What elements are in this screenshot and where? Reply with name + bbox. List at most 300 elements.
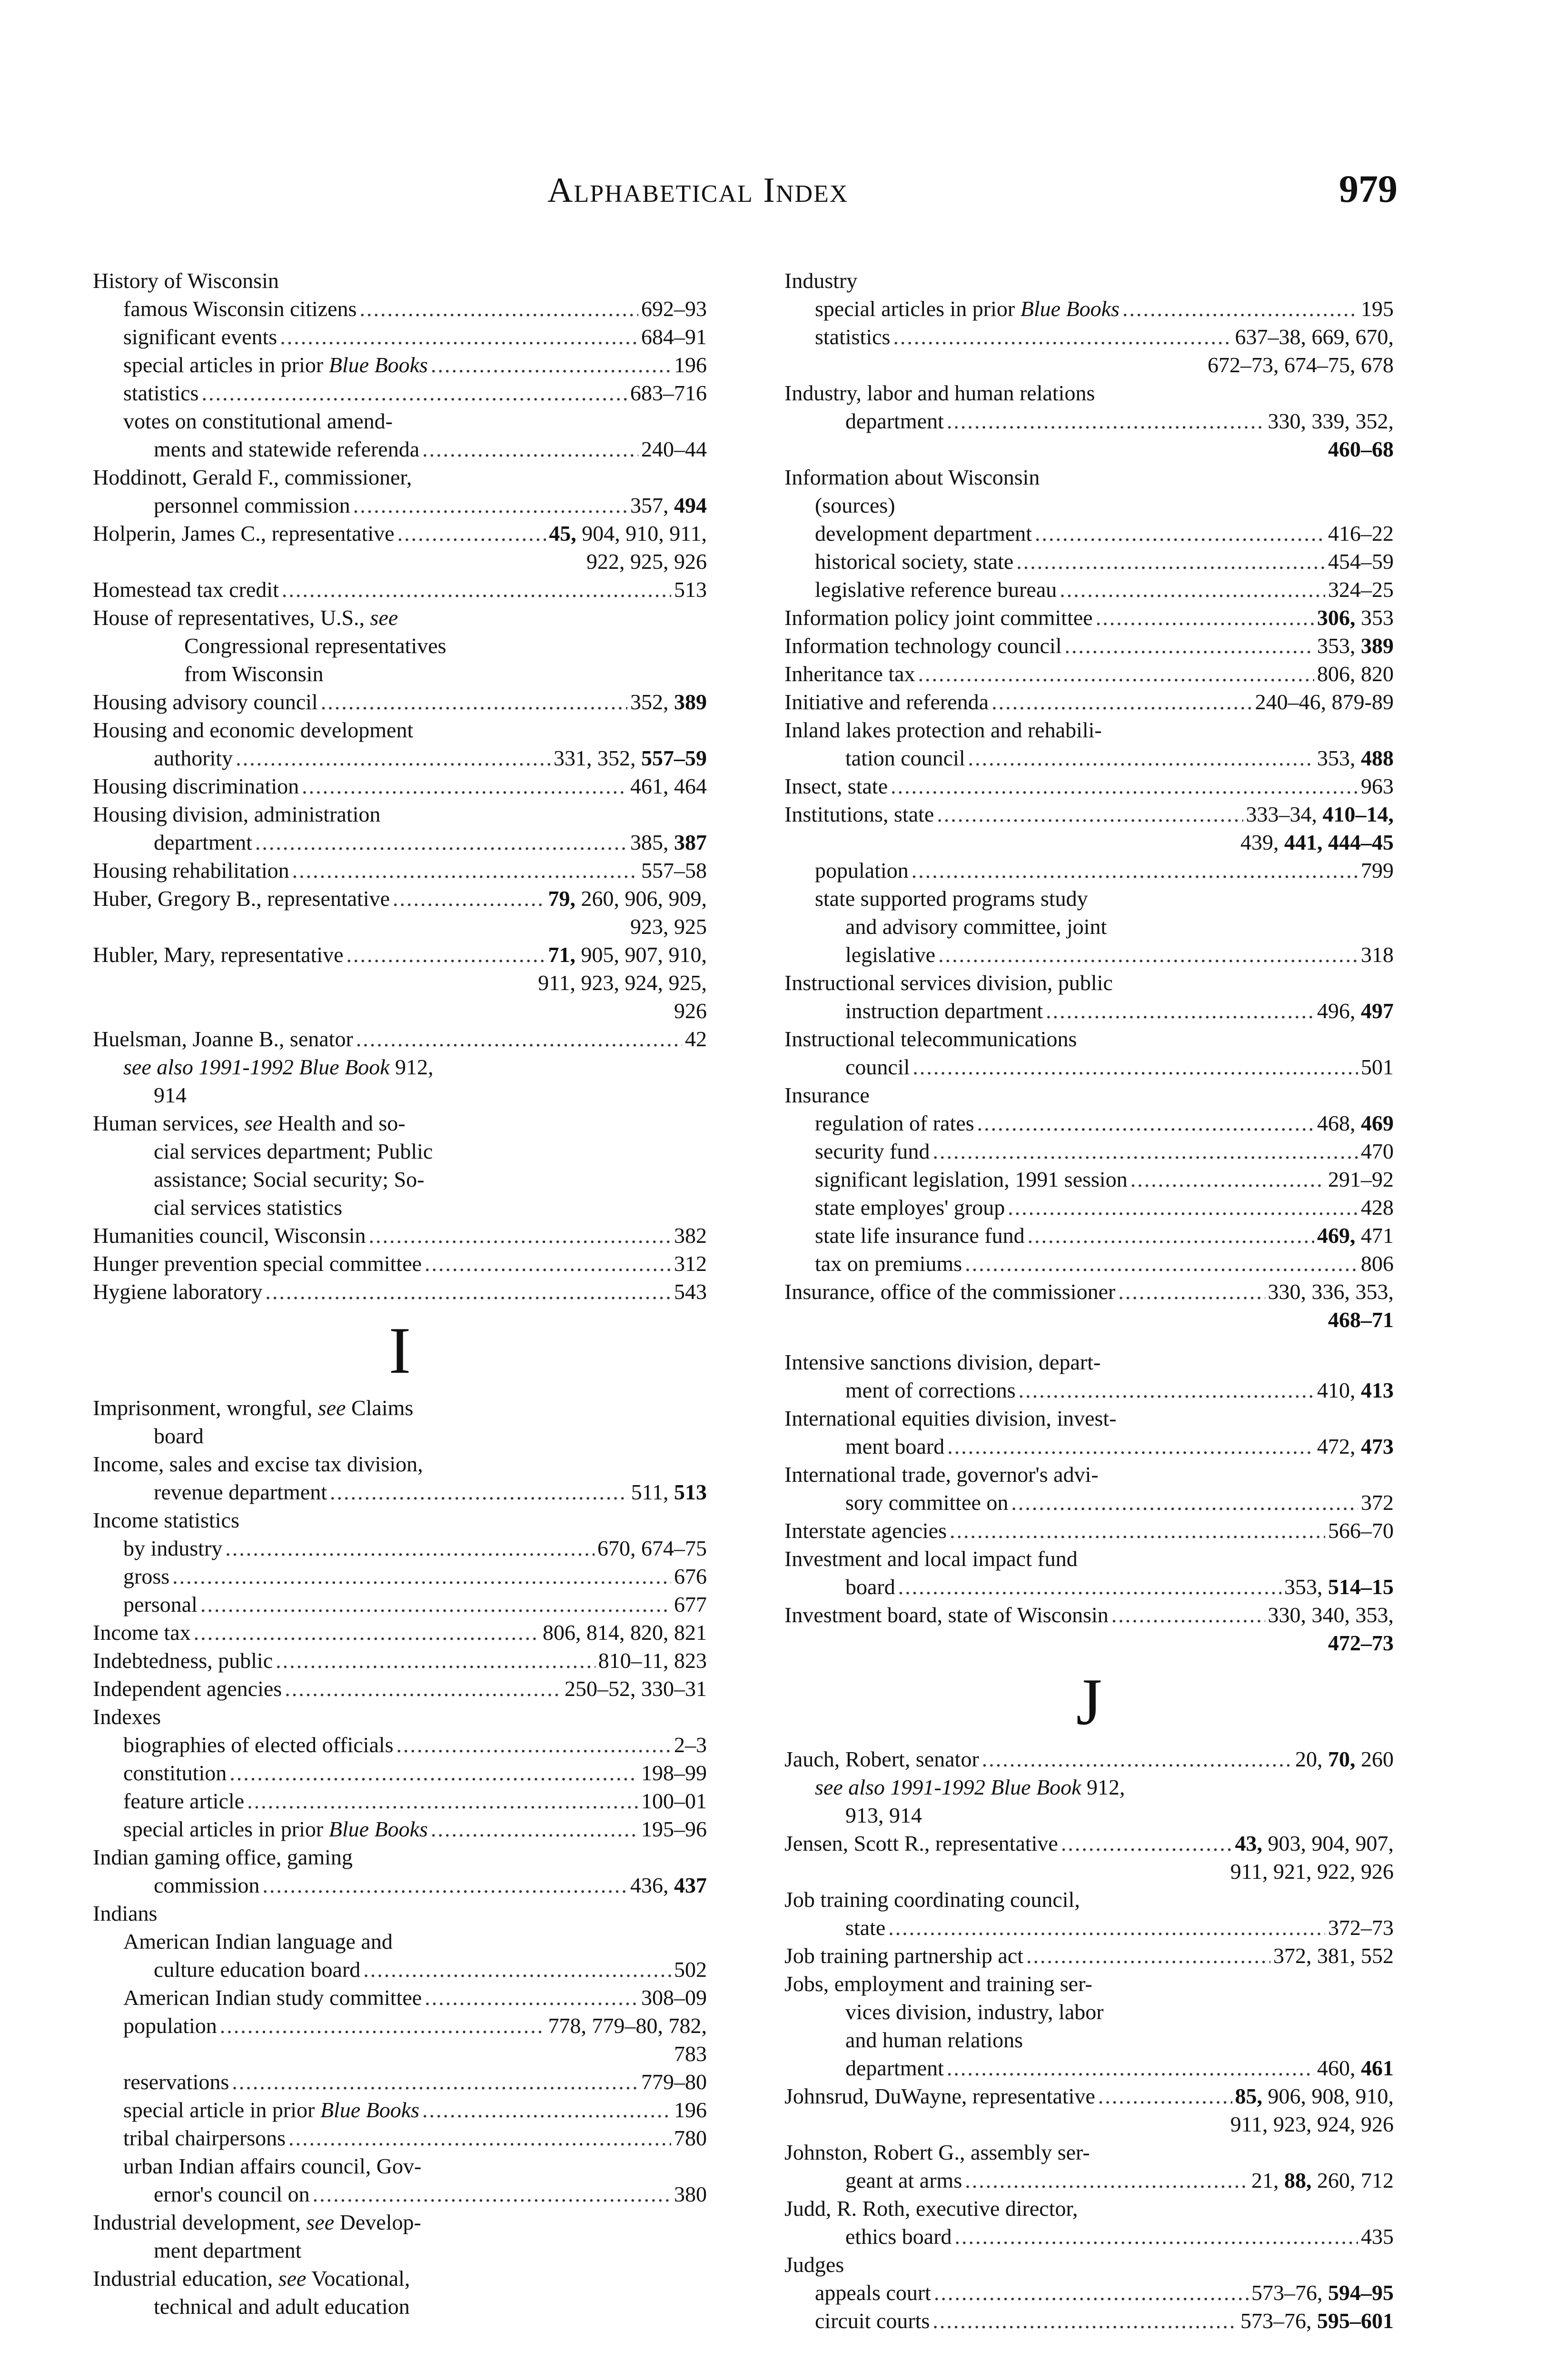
index-text: and human relations bbox=[845, 2028, 1023, 2052]
index-label: Inheritance tax bbox=[784, 662, 915, 686]
index-label: Information technology council bbox=[784, 634, 1062, 658]
index-entry bbox=[93, 1422, 707, 1450]
index-entry bbox=[93, 1731, 707, 1759]
index-text: Imprisonment, wrongful, see Claims bbox=[93, 1396, 414, 1420]
page-refs: 670, 674–75 bbox=[597, 1536, 707, 1560]
index-entry bbox=[93, 2152, 707, 2180]
index-label: constitution bbox=[123, 1761, 227, 1785]
index-entry bbox=[784, 912, 1394, 941]
dot-leader bbox=[937, 800, 1243, 828]
dot-leader bbox=[991, 688, 1252, 716]
index-entry bbox=[784, 632, 1394, 660]
index-text: board bbox=[154, 1424, 204, 1448]
page-refs: 684–91 bbox=[641, 325, 707, 349]
page-refs: 566–70 bbox=[1328, 1518, 1394, 1543]
index-entry bbox=[93, 1927, 707, 1955]
index-entry bbox=[784, 547, 1394, 575]
page-refs: 806, 814, 820, 821 bbox=[543, 1620, 707, 1645]
page-refs: 436, 437 bbox=[630, 1873, 707, 1897]
index-entry bbox=[784, 1348, 1394, 1376]
page-refs: 780 bbox=[674, 2126, 707, 2150]
index-text: International equities division, invest- bbox=[784, 1406, 1117, 1430]
index-text: ment department bbox=[154, 2238, 302, 2262]
dot-leader bbox=[888, 1914, 1325, 1942]
index-label: tation council bbox=[845, 746, 965, 770]
index-text: Hoddinott, Gerald F., commissioner, bbox=[93, 465, 412, 489]
index-text: Information about Wisconsin bbox=[784, 465, 1040, 489]
index-entry bbox=[93, 1787, 707, 1815]
index-text: Indexes bbox=[93, 1705, 161, 1729]
index-entry bbox=[93, 1899, 707, 1927]
index-entry bbox=[93, 1081, 707, 1109]
index-entry bbox=[93, 1562, 707, 1590]
page-refs: 513 bbox=[674, 577, 707, 602]
index-entry bbox=[784, 2082, 1394, 2138]
index-entry bbox=[784, 2166, 1394, 2194]
index-entry bbox=[93, 716, 707, 744]
index-text: Congressional representatives bbox=[184, 634, 446, 658]
index-label: Income tax bbox=[93, 1620, 191, 1645]
index-entry bbox=[784, 1573, 1394, 1601]
index-entry bbox=[784, 267, 1394, 295]
page-refs: 352, 389 bbox=[630, 690, 707, 714]
page-refs-continued: 468–71 bbox=[1328, 1308, 1394, 1332]
index-text: Housing and economic development bbox=[93, 718, 414, 742]
index-entry bbox=[93, 1193, 707, 1221]
dot-leader bbox=[232, 2068, 638, 2096]
index-entry bbox=[784, 1278, 1394, 1334]
index-entry bbox=[784, 1801, 1394, 1829]
page-refs: 20, 70, 260 bbox=[1295, 1747, 1394, 1771]
dot-leader bbox=[262, 1871, 627, 1899]
page-refs: 353, 488 bbox=[1317, 746, 1394, 770]
page-refs: 331, 352, 557–59 bbox=[554, 746, 707, 770]
dot-leader bbox=[276, 1646, 595, 1675]
index-entry bbox=[93, 1871, 707, 1899]
dot-leader bbox=[982, 1745, 1292, 1773]
dot-leader bbox=[280, 323, 638, 351]
index-label: circuit courts bbox=[815, 2309, 930, 2333]
index-label: geant at arms bbox=[845, 2168, 962, 2192]
index-label: Information policy joint committee bbox=[784, 605, 1093, 630]
index-label: by industry bbox=[123, 1536, 223, 1560]
index-entry bbox=[93, 941, 707, 1025]
dot-leader bbox=[934, 2279, 1249, 2307]
index-label: reservations bbox=[123, 2070, 229, 2094]
index-entry bbox=[784, 2251, 1394, 2279]
index-entry bbox=[93, 1843, 707, 1871]
page-refs: 683–716 bbox=[630, 381, 707, 405]
index-text: Indians bbox=[93, 1901, 158, 1925]
dot-leader bbox=[422, 435, 638, 463]
page-refs: 353, 514–15 bbox=[1284, 1575, 1394, 1599]
index-entry bbox=[93, 2208, 707, 2236]
section-letter: I bbox=[388, 1314, 411, 1388]
index-text: see also 1991-1992 Blue Book 912, bbox=[815, 1775, 1125, 1799]
index-entry bbox=[93, 2124, 707, 2152]
page-refs: 511, 513 bbox=[631, 1480, 707, 1504]
index-entry bbox=[93, 295, 707, 323]
page-refs: 42 bbox=[685, 1027, 707, 1051]
dot-leader bbox=[201, 379, 627, 407]
index-entry bbox=[784, 1376, 1394, 1404]
index-label: ments and statewide referenda bbox=[154, 437, 420, 461]
page-refs: 468, 469 bbox=[1317, 1111, 1394, 1135]
dot-leader bbox=[1065, 632, 1314, 660]
page-refs: 308–09 bbox=[641, 1985, 707, 2010]
index-label: gross bbox=[123, 1564, 170, 1588]
page-refs: 410, 413 bbox=[1317, 1378, 1394, 1402]
index-label: legislative bbox=[845, 942, 936, 967]
index-entry bbox=[93, 379, 707, 407]
index-label: Interstate agencies bbox=[784, 1518, 947, 1543]
page-refs: 806, 820 bbox=[1317, 662, 1394, 686]
index-text: Housing division, administration bbox=[93, 802, 381, 826]
index-entry bbox=[93, 463, 707, 491]
page-refs: 324–25 bbox=[1328, 577, 1394, 602]
index-entry bbox=[784, 716, 1394, 744]
index-label: tax on premiums bbox=[815, 1251, 962, 1276]
index-text: Industry, labor and human relations bbox=[784, 381, 1095, 405]
index-entry bbox=[784, 379, 1394, 407]
dot-leader bbox=[965, 1250, 1358, 1278]
page-refs: 312 bbox=[674, 1251, 707, 1276]
index-entry bbox=[93, 1137, 707, 1165]
index-entry bbox=[784, 1942, 1394, 1970]
dot-leader bbox=[359, 295, 638, 323]
index-entry bbox=[93, 632, 707, 660]
dot-leader bbox=[330, 1478, 628, 1506]
index-text: Intensive sanctions division, depart- bbox=[784, 1350, 1101, 1374]
index-entry bbox=[784, 1517, 1394, 1545]
index-text: Investment and local impact fund bbox=[784, 1547, 1078, 1571]
page-refs: 385, 387 bbox=[630, 830, 707, 854]
index-label: state bbox=[845, 1915, 886, 1940]
index-text: see also 1991-1992 Blue Book 912, bbox=[123, 1055, 434, 1079]
dot-leader bbox=[369, 1221, 672, 1250]
dot-leader bbox=[1061, 1829, 1232, 1857]
dot-leader bbox=[422, 2096, 671, 2124]
index-entry bbox=[784, 1109, 1394, 1137]
index-label: legislative reference bureau bbox=[815, 577, 1057, 602]
index-entry bbox=[784, 2026, 1394, 2054]
index-entry bbox=[784, 884, 1394, 912]
index-text: Inland lakes protection and rehabili- bbox=[784, 718, 1102, 742]
index-entry bbox=[93, 1278, 707, 1306]
index-column-right bbox=[784, 267, 1394, 2335]
dot-leader bbox=[977, 1109, 1314, 1137]
index-text: cial services statistics bbox=[154, 1195, 342, 1220]
index-text: Income statistics bbox=[93, 1508, 239, 1532]
page-refs: 472, 473 bbox=[1317, 1434, 1394, 1458]
index-label: personal bbox=[123, 1592, 198, 1616]
dot-leader bbox=[236, 744, 551, 772]
page-refs: 333–34, 410–14, bbox=[1246, 802, 1394, 826]
index-entry bbox=[784, 1745, 1394, 1773]
index-entry bbox=[93, 2068, 707, 2096]
page-refs-continued: 926 bbox=[674, 999, 707, 1023]
page-refs: 100–01 bbox=[641, 1789, 707, 1813]
index-entry bbox=[93, 2180, 707, 2208]
index-text: Jobs, employment and training ser- bbox=[784, 1972, 1092, 1996]
index-entry bbox=[93, 1955, 707, 1983]
index-text: History of Wisconsin bbox=[93, 268, 279, 293]
page-refs: 779–80 bbox=[641, 2070, 707, 2094]
index-label: Housing advisory council bbox=[93, 690, 318, 714]
index-entry bbox=[93, 1165, 707, 1193]
dot-leader bbox=[229, 1759, 638, 1787]
page-refs: 71, 905, 907, 910, bbox=[548, 942, 707, 967]
page-refs: 799 bbox=[1361, 858, 1394, 883]
page-refs: 85, 906, 908, 910, bbox=[1235, 2084, 1394, 2108]
index-entry bbox=[784, 1053, 1394, 1081]
index-text: Instructional telecommunications bbox=[784, 1027, 1077, 1051]
index-label: Homestead tax credit bbox=[93, 577, 279, 602]
page-refs: 196 bbox=[674, 2098, 707, 2122]
index-label: Initiative and referenda bbox=[784, 690, 989, 714]
index-entry bbox=[93, 1759, 707, 1787]
index-entry bbox=[784, 2194, 1394, 2222]
index-label: Hygiene laboratory bbox=[93, 1279, 263, 1304]
dot-leader bbox=[1019, 1376, 1314, 1404]
index-text: Judges bbox=[784, 2252, 844, 2277]
page-refs: 21, 88, 260, 712 bbox=[1251, 2168, 1394, 2192]
page-refs: 2–3 bbox=[674, 1733, 707, 1757]
dot-leader bbox=[1028, 1221, 1314, 1250]
page-refs: 195–96 bbox=[641, 1817, 707, 1841]
dot-leader bbox=[396, 1731, 671, 1759]
index-label: statistics bbox=[123, 381, 199, 405]
dot-leader bbox=[292, 856, 638, 884]
dot-leader bbox=[1008, 1193, 1358, 1221]
index-entry bbox=[93, 1703, 707, 1731]
index-text: American Indian language and bbox=[123, 1929, 393, 1954]
dot-leader bbox=[356, 1025, 682, 1053]
dot-leader bbox=[313, 2180, 671, 2208]
index-label: Jauch, Robert, senator bbox=[784, 1747, 979, 1771]
index-label: department bbox=[845, 409, 944, 433]
page-refs: 357, 494 bbox=[630, 493, 707, 517]
index-label: revenue department bbox=[154, 1480, 327, 1504]
dot-leader bbox=[247, 1787, 638, 1815]
index-label: Independent agencies bbox=[93, 1676, 282, 1701]
index-entry bbox=[784, 1914, 1394, 1942]
index-text: urban Indian affairs council, Gov- bbox=[123, 2154, 422, 2178]
index-label: American Indian study committee bbox=[123, 1985, 422, 2010]
dot-leader bbox=[425, 1250, 671, 1278]
dot-leader bbox=[1016, 547, 1325, 575]
index-entry bbox=[93, 1646, 707, 1675]
dot-leader bbox=[393, 884, 545, 912]
page-refs: 677 bbox=[674, 1592, 707, 1616]
page-refs: 372–73 bbox=[1328, 1915, 1394, 1940]
index-label: Humanities council, Wisconsin bbox=[93, 1223, 366, 1248]
dot-leader bbox=[947, 2054, 1314, 2082]
index-entry bbox=[93, 1618, 707, 1646]
dot-leader bbox=[938, 941, 1358, 969]
index-label: feature article bbox=[123, 1789, 245, 1813]
spacer bbox=[784, 1334, 1394, 1348]
index-entry bbox=[93, 575, 707, 604]
index-entry bbox=[784, 1829, 1394, 1885]
index-label: commission bbox=[154, 1873, 260, 1897]
page-refs: 810–11, 823 bbox=[598, 1648, 707, 1673]
dot-leader bbox=[282, 575, 671, 604]
index-label: Housing discrimination bbox=[93, 774, 299, 798]
index-entry bbox=[784, 604, 1394, 632]
page-refs: 470 bbox=[1361, 1139, 1394, 1163]
page-refs: 778, 779–80, 782, bbox=[548, 2013, 707, 2038]
index-entry bbox=[784, 1601, 1394, 1657]
index-entry bbox=[784, 407, 1394, 463]
page-refs: 291–92 bbox=[1328, 1167, 1394, 1191]
index-text: from Wisconsin bbox=[184, 662, 324, 686]
index-label: Johnsrud, DuWayne, representative bbox=[784, 2084, 1095, 2108]
page-refs: 195 bbox=[1361, 297, 1394, 321]
page-refs: 372, 381, 552 bbox=[1273, 1944, 1394, 1968]
page-refs: 454–59 bbox=[1328, 549, 1394, 574]
dot-leader bbox=[302, 772, 627, 800]
dot-leader bbox=[912, 856, 1358, 884]
index-text: Insurance bbox=[784, 1083, 870, 1107]
dot-leader bbox=[1130, 1165, 1325, 1193]
dot-leader bbox=[1035, 519, 1325, 547]
index-label: population bbox=[123, 2013, 217, 2038]
dot-leader bbox=[918, 660, 1314, 688]
index-label: culture education board bbox=[154, 1957, 361, 1982]
index-entry bbox=[784, 1250, 1394, 1278]
index-text: assistance; Social security; So- bbox=[154, 1167, 425, 1191]
dot-leader bbox=[912, 1053, 1358, 1081]
index-entry bbox=[93, 1478, 707, 1506]
index-entry bbox=[93, 435, 707, 463]
index-label: biographies of elected officials bbox=[123, 1733, 394, 1757]
index-entry bbox=[93, 660, 707, 688]
dot-leader bbox=[965, 2166, 1249, 2194]
dot-leader bbox=[891, 772, 1358, 800]
dot-leader bbox=[397, 519, 546, 547]
index-entry bbox=[784, 941, 1394, 969]
index-text: 913, 914 bbox=[845, 1803, 922, 1827]
dot-leader bbox=[353, 491, 627, 519]
index-text: vices division, industry, labor bbox=[845, 2000, 1104, 2024]
index-entry bbox=[93, 1221, 707, 1250]
index-entry bbox=[93, 2292, 707, 2320]
index-text: Industrial development, see Develop- bbox=[93, 2210, 421, 2234]
page-refs: 79, 260, 906, 909, bbox=[548, 886, 707, 911]
index-entry bbox=[93, 884, 707, 941]
dot-leader bbox=[1098, 2082, 1232, 2110]
index-label: department bbox=[845, 2056, 944, 2080]
dot-leader bbox=[265, 1278, 671, 1306]
index-entry bbox=[784, 688, 1394, 716]
dot-leader bbox=[932, 1137, 1358, 1165]
index-entry bbox=[784, 1025, 1394, 1053]
index-entry bbox=[784, 1137, 1394, 1165]
section-letter: J bbox=[1076, 1665, 1102, 1739]
index-label: state employes' group bbox=[815, 1195, 1005, 1220]
index-entry bbox=[93, 351, 707, 379]
index-text: technical and adult education bbox=[154, 2294, 410, 2319]
index-entry bbox=[93, 800, 707, 828]
index-entry bbox=[93, 1250, 707, 1278]
index-label: department bbox=[154, 830, 252, 854]
index-entry bbox=[93, 2012, 707, 2068]
dot-leader bbox=[898, 1573, 1281, 1601]
page-title bbox=[547, 170, 1023, 211]
page-refs: 428 bbox=[1361, 1195, 1394, 1220]
index-entry bbox=[784, 2307, 1394, 2335]
index-entry bbox=[93, 1053, 707, 1081]
index-entry bbox=[784, 1885, 1394, 1914]
page-refs: 240–44 bbox=[641, 437, 707, 461]
index-label: Institutions, state bbox=[784, 802, 934, 826]
index-entry bbox=[93, 407, 707, 435]
index-label: significant events bbox=[123, 325, 277, 349]
index-entry bbox=[93, 323, 707, 351]
page-refs: 501 bbox=[1361, 1055, 1394, 1079]
index-label: Insect, state bbox=[784, 774, 888, 798]
dot-leader bbox=[321, 688, 627, 716]
index-label: Hubler, Mary, representative bbox=[93, 942, 344, 967]
index-label: special article in prior Blue Books bbox=[123, 2098, 420, 2122]
index-entry bbox=[93, 1025, 707, 1053]
index-label: ernor's council on bbox=[154, 2182, 310, 2206]
index-label: development department bbox=[815, 521, 1032, 545]
page-refs: 806 bbox=[1361, 1251, 1394, 1276]
dot-leader bbox=[1118, 1278, 1265, 1306]
index-label: population bbox=[815, 858, 909, 883]
dot-leader bbox=[1046, 997, 1314, 1025]
page-refs: 240–46, 879-89 bbox=[1255, 690, 1394, 714]
index-text: Industry bbox=[784, 268, 858, 293]
index-label: council bbox=[845, 1055, 910, 1079]
index-entry bbox=[93, 1675, 707, 1703]
index-entry bbox=[784, 2138, 1394, 2166]
index-label: Job training partnership act bbox=[784, 1944, 1024, 1968]
index-text: and advisory committee, joint bbox=[845, 914, 1107, 939]
dot-leader bbox=[950, 1517, 1325, 1545]
page-number: 979 bbox=[1339, 167, 1397, 210]
dot-leader bbox=[431, 1815, 638, 1843]
page-refs-continued: 460–68 bbox=[1328, 437, 1394, 461]
page-refs: 573–76, 594–95 bbox=[1251, 2281, 1394, 2305]
dot-leader bbox=[194, 1618, 540, 1646]
dot-leader bbox=[1060, 575, 1325, 604]
index-label: special articles in prior Blue Books bbox=[123, 353, 428, 377]
index-text: 914 bbox=[154, 1083, 187, 1107]
index-text: state supported programs study bbox=[815, 886, 1088, 911]
page-refs: 573–76, 595–601 bbox=[1240, 2309, 1394, 2333]
index-label: statistics bbox=[815, 325, 891, 349]
index-entry bbox=[784, 463, 1394, 491]
page-refs: 330, 339, 352, bbox=[1268, 409, 1394, 433]
index-label: ment of corrections bbox=[845, 1378, 1016, 1402]
index-label: security fund bbox=[815, 1139, 930, 1163]
index-entry bbox=[784, 2222, 1394, 2251]
page-refs: 43, 903, 904, 907, bbox=[1235, 1831, 1394, 1855]
index-text: cial services department; Public bbox=[154, 1139, 433, 1163]
page-refs-continued: 923, 925 bbox=[630, 914, 707, 939]
dot-leader bbox=[893, 323, 1232, 351]
index-text: Income, sales and excise tax division, bbox=[93, 1452, 423, 1476]
index-text: International trade, governor's advi- bbox=[784, 1462, 1099, 1487]
index-text: Human services, see Health and so- bbox=[93, 1111, 406, 1135]
index-column-left bbox=[93, 267, 707, 2320]
page-refs: 380 bbox=[674, 2182, 707, 2206]
page-refs: 963 bbox=[1361, 774, 1394, 798]
page-refs: 637–38, 669, 670, bbox=[1235, 325, 1394, 349]
